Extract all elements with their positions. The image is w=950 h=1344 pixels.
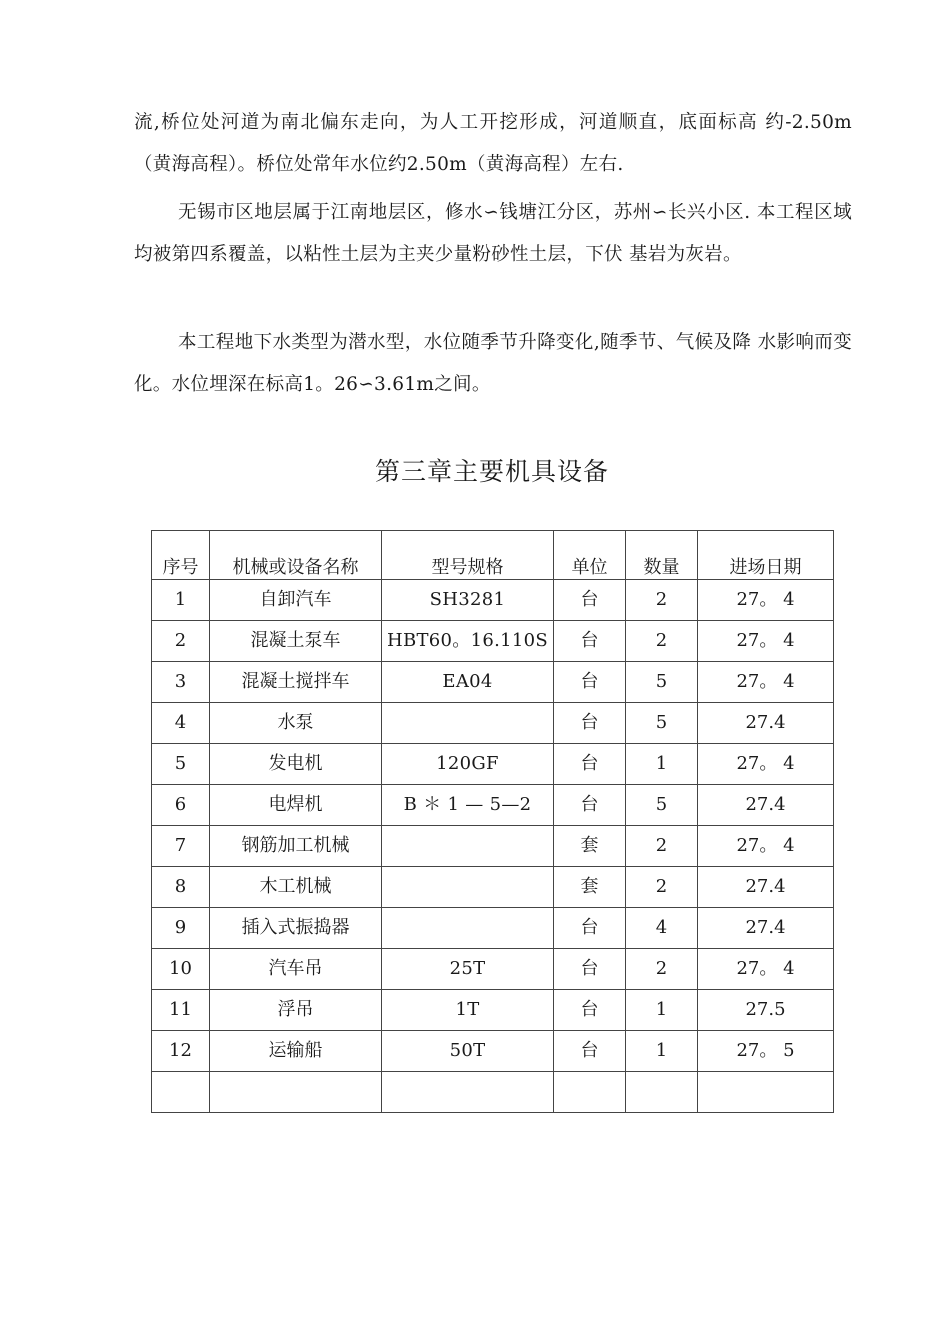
- cell-index: 11: [152, 990, 210, 1031]
- cell-unit: 台: [554, 785, 626, 826]
- cell-equipment-name: 混凝土搅拌车: [210, 662, 382, 703]
- cell-equipment-name: 自卸汽车: [210, 580, 382, 621]
- cell-index: 3: [152, 662, 210, 703]
- cell-model: EA04: [382, 662, 554, 703]
- table-row: [152, 908, 834, 949]
- table-row: [152, 621, 834, 662]
- cell-unit: [554, 1072, 626, 1113]
- cell-index: 1: [152, 580, 210, 621]
- table-row: [152, 580, 834, 621]
- cell-unit: 台: [554, 621, 626, 662]
- cell-model: [382, 703, 554, 744]
- cell-index: 5: [152, 744, 210, 785]
- cell-arrival-date: 27。 4: [698, 621, 834, 662]
- table-row: [152, 826, 834, 867]
- cell-model: 1T: [382, 990, 554, 1031]
- cell-quantity: 2: [626, 580, 698, 621]
- cell-quantity: 2: [626, 949, 698, 990]
- cell-quantity: 2: [626, 867, 698, 908]
- table-row: [152, 785, 834, 826]
- cell-model: SH3281: [382, 580, 554, 621]
- cell-model: [382, 908, 554, 949]
- cell-arrival-date: 27.4: [698, 908, 834, 949]
- cell-arrival-date: 27。 4: [698, 662, 834, 703]
- table-row: [152, 662, 834, 703]
- cell-equipment-name: 汽车吊: [210, 949, 382, 990]
- cell-unit: 台: [554, 580, 626, 621]
- cell-arrival-date: 27.4: [698, 703, 834, 744]
- cell-unit: 台: [554, 990, 626, 1031]
- cell-quantity: 1: [626, 744, 698, 785]
- header-model: 型号规格: [382, 531, 554, 580]
- cell-model: [382, 826, 554, 867]
- cell-unit: 台: [554, 744, 626, 785]
- cell-index: 6: [152, 785, 210, 826]
- cell-quantity: 1: [626, 990, 698, 1031]
- header-quantity: 数量: [626, 531, 698, 580]
- cell-arrival-date: 27.5: [698, 990, 834, 1031]
- cell-equipment-name: 插入式振捣器: [210, 908, 382, 949]
- paragraph-river: 流,桥位处河道为南北偏东走向，为人工开挖形成，河道顺直，底面标高 约-2.50m（黄海高程）。桥位处常年水位约2.50m（黄海高程）左右.: [134, 112, 852, 175]
- header-index: 序号: [152, 531, 210, 580]
- cell-equipment-name: 水泵: [210, 703, 382, 744]
- header-arrival-date: 进场日期: [698, 531, 834, 580]
- cell-equipment-name: 钢筋加工机械: [210, 826, 382, 867]
- cell-quantity: 5: [626, 785, 698, 826]
- cell-equipment-name: 木工机械: [210, 867, 382, 908]
- cell-index: 9: [152, 908, 210, 949]
- cell-arrival-date: 27.4: [698, 867, 834, 908]
- table-row: [152, 867, 834, 908]
- cell-model: [382, 1072, 554, 1113]
- cell-unit: 台: [554, 908, 626, 949]
- cell-index: 8: [152, 867, 210, 908]
- cell-arrival-date: 27。 4: [698, 744, 834, 785]
- cell-equipment-name: 电焊机: [210, 785, 382, 826]
- cell-quantity: 5: [626, 662, 698, 703]
- cell-index: 4: [152, 703, 210, 744]
- table-header-row: [152, 531, 834, 580]
- cell-unit: 套: [554, 826, 626, 867]
- equipment-table: [151, 530, 834, 1113]
- cell-model: 50T: [382, 1031, 554, 1072]
- table-row-empty: [152, 1072, 834, 1113]
- cell-quantity: 1: [626, 1031, 698, 1072]
- cell-quantity: 2: [626, 826, 698, 867]
- cell-unit: 套: [554, 867, 626, 908]
- cell-model: 120GF: [382, 744, 554, 785]
- cell-unit: 台: [554, 949, 626, 990]
- cell-index: 10: [152, 949, 210, 990]
- cell-arrival-date: 27。 4: [698, 580, 834, 621]
- table-row: [152, 744, 834, 785]
- cell-equipment-name: 运输船: [210, 1031, 382, 1072]
- paragraph-geology: 无锡市区地层属于江南地层区，修水∽钱塘江分区，苏州∽长兴小区. 本工程区域均被第四系覆盖，以粘性土层为主夹少量粉砂性土层，下伏 基岩为灰岩。: [134, 202, 852, 265]
- cell-quantity: 5: [626, 703, 698, 744]
- cell-arrival-date: 27。 4: [698, 826, 834, 867]
- table-row: [152, 703, 834, 744]
- table-row: [152, 1031, 834, 1072]
- cell-quantity: 4: [626, 908, 698, 949]
- table-row: [152, 949, 834, 990]
- cell-equipment-name: [210, 1072, 382, 1113]
- table-row: [152, 990, 834, 1031]
- cell-equipment-name: 发电机: [210, 744, 382, 785]
- chapter-title: 第三章主要机具设备: [374, 457, 609, 486]
- cell-arrival-date: 27。 4: [698, 949, 834, 990]
- cell-index: 2: [152, 621, 210, 662]
- cell-equipment-name: 浮吊: [210, 990, 382, 1031]
- header-equipment-name: 机械或设备名称: [210, 531, 382, 580]
- cell-index: 12: [152, 1031, 210, 1072]
- cell-arrival-date: 27。 5: [698, 1031, 834, 1072]
- cell-unit: 台: [554, 1031, 626, 1072]
- cell-model: 25T: [382, 949, 554, 990]
- cell-index: 7: [152, 826, 210, 867]
- cell-index: [152, 1072, 210, 1113]
- cell-model: B ＊ 1 — 5—2: [382, 785, 554, 826]
- cell-quantity: 2: [626, 621, 698, 662]
- cell-quantity: [626, 1072, 698, 1113]
- cell-arrival-date: 27.4: [698, 785, 834, 826]
- cell-unit: 台: [554, 662, 626, 703]
- cell-model: HBT60。16.110S: [382, 621, 554, 662]
- cell-arrival-date: [698, 1072, 834, 1113]
- cell-equipment-name: 混凝土泵车: [210, 621, 382, 662]
- cell-model: [382, 867, 554, 908]
- header-unit: 单位: [554, 531, 626, 580]
- paragraph-groundwater: 本工程地下水类型为潜水型，水位随季节升降变化,随季节、气候及降 水影响而变化。水位埋深在标高1。26∽3.61m之间。: [134, 332, 852, 395]
- cell-unit: 台: [554, 703, 626, 744]
